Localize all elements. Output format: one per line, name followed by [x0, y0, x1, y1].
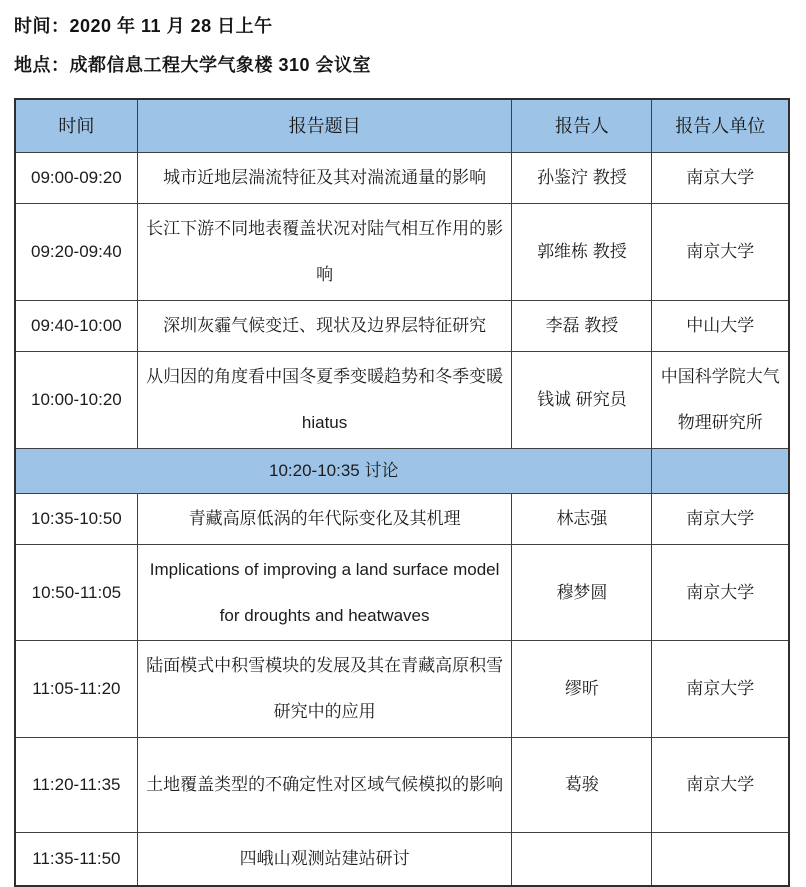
discussion-empty-cell: [652, 448, 789, 493]
table-row: [15, 641, 789, 738]
speaker-name: [512, 833, 652, 887]
header-org: 报告人单位: [652, 99, 789, 153]
speaker-name: 孙鉴泞 教授: [512, 153, 652, 204]
meta-time-line: 时间：2020 年 11 月 28 日上午: [14, 16, 273, 36]
table-row: [15, 301, 789, 352]
session-time: 09:00-09:20: [15, 153, 137, 204]
table-row: [15, 544, 789, 641]
speaker-affiliation: 南京大学: [652, 493, 789, 544]
talk-title: 城市近地层湍流特征及其对湍流通量的影响: [137, 153, 512, 204]
talk-title: 青藏高原低涡的年代际变化及其机理: [137, 493, 512, 544]
session-time: 09:20-09:40: [15, 204, 137, 301]
speaker-name: 林志强: [512, 493, 652, 544]
talk-title: 陆面模式中积雪模块的发展及其在青藏高原积雪研究中的应用: [137, 641, 512, 738]
session-time: 11:35-11:50: [15, 833, 137, 887]
table-row: [15, 738, 789, 833]
speaker-name: 穆梦圆: [512, 544, 652, 641]
session-time: 10:50-11:05: [15, 544, 137, 641]
talk-title: Implications of improving a land surface model for droughts and heatwaves: [137, 544, 512, 641]
table-row: [15, 204, 789, 301]
speaker-affiliation: 中国科学院大气物理研究所: [652, 351, 789, 448]
table-row: [15, 351, 789, 448]
table-header-row: [15, 99, 789, 153]
schedule-table: [14, 98, 790, 887]
discussion-label: 10:20-10:35 讨论: [15, 448, 652, 493]
session-time: 10:00-10:20: [15, 351, 137, 448]
header-time: 时间: [15, 99, 137, 153]
talk-title: 深圳灰霾气候变迁、现状及边界层特征研究: [137, 301, 512, 352]
talk-title: 长江下游不同地表覆盖状况对陆气相互作用的影响: [137, 204, 512, 301]
discussion-row: [15, 448, 789, 493]
meta-location-line: 地点：成都信息工程大学气象楼 310 会议室: [14, 55, 372, 76]
speaker-affiliation: 南京大学: [652, 544, 789, 641]
talk-title: 四峨山观测站建站研讨: [137, 833, 512, 887]
speaker-name: 钱诚 研究员: [512, 351, 652, 448]
header-title: 报告题目: [137, 99, 512, 153]
speaker-name: 李磊 教授: [512, 301, 652, 352]
speaker-name: 郭维栋 教授: [512, 204, 652, 301]
speaker-name: 葛骏: [512, 738, 652, 833]
speaker-affiliation: 南京大学: [652, 641, 789, 738]
session-time: 09:40-10:00: [15, 301, 137, 352]
session-time: 11:20-11:35: [15, 738, 137, 833]
speaker-affiliation: 南京大学: [652, 204, 789, 301]
talk-title: 土地覆盖类型的不确定性对区域气候模拟的影响: [137, 738, 512, 833]
talk-title: 从归因的角度看中国冬夏季变暖趋势和冬季变暖 hiatus: [137, 351, 512, 448]
table-row: [15, 153, 789, 204]
speaker-affiliation: 南京大学: [652, 153, 789, 204]
table-row: [15, 493, 789, 544]
header-speaker: 报告人: [512, 99, 652, 153]
speaker-name: 缪昕: [512, 641, 652, 738]
speaker-affiliation: 中山大学: [652, 301, 789, 352]
speaker-affiliation: 南京大学: [652, 738, 789, 833]
speaker-affiliation: [652, 833, 789, 887]
session-time: 11:05-11:20: [15, 641, 137, 738]
session-time: 10:35-10:50: [15, 493, 137, 544]
table-row: [15, 833, 789, 887]
